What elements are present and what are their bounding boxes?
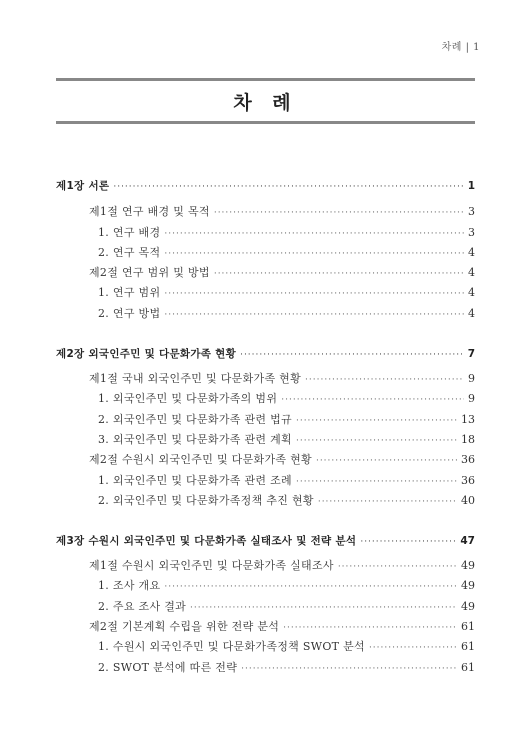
toc-label: 2. 외국인주민 및 다문화가족 관련 법규	[98, 413, 292, 426]
toc-label: 1. 연구 배경	[98, 226, 161, 239]
toc-label: 2. 외국인주민 및 다문화가족정책 추진 현황	[98, 494, 314, 507]
toc-item[interactable]	[98, 577, 475, 593]
leader-dots	[318, 497, 457, 507]
toc-item[interactable]	[98, 659, 475, 675]
toc-item[interactable]	[98, 598, 475, 614]
leader-dots	[164, 229, 464, 239]
leader-dots	[369, 643, 457, 653]
toc-item[interactable]	[98, 472, 475, 488]
toc-label: 제2절 수원시 외국인주민 및 다문화가족 현황	[89, 453, 312, 466]
leader-dots	[283, 623, 457, 633]
leader-dots	[214, 208, 464, 218]
page-title: 차 례	[233, 92, 298, 114]
leader-dots	[164, 289, 464, 299]
toc-label: 2. 주요 조사 결과	[98, 600, 187, 613]
leader-dots	[190, 603, 457, 613]
toc-section[interactable]	[89, 203, 475, 219]
toc-item[interactable]	[98, 431, 475, 447]
leader-dots	[164, 582, 457, 592]
toc-page-number: 9	[468, 372, 475, 385]
toc-page-number: 61	[461, 620, 475, 633]
toc-chapter-2[interactable]	[56, 346, 475, 361]
leader-dots	[240, 350, 464, 360]
leader-dots	[316, 456, 457, 466]
leader-dots	[296, 436, 457, 446]
toc-page-number: 4	[468, 286, 475, 299]
toc-page-number: 61	[461, 640, 475, 653]
toc-section[interactable]	[89, 370, 475, 386]
toc-item[interactable]	[98, 492, 475, 508]
leader-dots	[113, 182, 463, 192]
toc-item[interactable]	[98, 244, 475, 260]
toc-page-number: 40	[461, 494, 475, 507]
toc-page-number: 4	[468, 307, 475, 320]
toc-page-number: 36	[461, 453, 475, 466]
leader-dots	[305, 375, 464, 385]
leader-dots	[360, 537, 456, 547]
toc-label: 제2절 연구 범위 및 방법	[89, 266, 210, 279]
toc-section[interactable]	[89, 618, 475, 634]
leader-dots	[164, 249, 464, 259]
toc-page-number: 13	[461, 413, 475, 426]
title-bottom-rule	[56, 121, 475, 124]
toc-page-number: 61	[461, 661, 475, 674]
leader-dots	[296, 477, 457, 487]
leader-dots	[281, 395, 464, 405]
leader-dots	[241, 664, 457, 674]
toc-page-number: 3	[468, 205, 475, 218]
running-head: 차례 | 1	[441, 42, 480, 53]
toc-page-number: 18	[461, 433, 475, 446]
toc-page-number: 9	[468, 392, 475, 405]
toc-section[interactable]	[89, 264, 475, 280]
toc-page-number: 47	[460, 535, 475, 547]
toc-label: 2. 연구 방법	[98, 307, 161, 320]
toc-page-number: 7	[467, 348, 475, 360]
toc-label: 제1절 수원시 외국인주민 및 다문화가족 실태조사	[89, 559, 334, 572]
toc-page-number: 1	[467, 180, 475, 192]
toc-page-number: 49	[461, 579, 475, 592]
toc-page-number: 36	[461, 474, 475, 487]
toc-label: 제2절 기본계획 수립을 위한 전략 분석	[89, 620, 280, 633]
toc-label: 제1장 서론	[56, 180, 110, 192]
toc-chapter-3[interactable]	[56, 533, 475, 548]
toc-item[interactable]	[98, 305, 475, 321]
toc-item[interactable]	[98, 390, 475, 406]
toc-label: 3. 외국인주민 및 다문화가족 관련 계획	[98, 433, 292, 446]
title-top-rule	[56, 78, 475, 81]
toc-page-number: 4	[468, 266, 475, 279]
leader-dots	[164, 310, 464, 320]
toc-label: 제1절 국내 외국인주민 및 다문화가족 현황	[89, 372, 302, 385]
toc-page-number: 49	[461, 600, 475, 613]
toc-label: 2. SWOT 분석에 따른 전략	[98, 661, 238, 674]
toc-item[interactable]	[98, 224, 475, 240]
toc-label: 1. 조사 개요	[98, 579, 161, 592]
toc-label: 2. 연구 목적	[98, 246, 161, 259]
toc-item[interactable]	[98, 411, 475, 427]
toc-page-number: 3	[468, 226, 475, 239]
toc-item[interactable]	[98, 638, 475, 654]
toc-section[interactable]	[89, 557, 475, 573]
leader-dots	[296, 416, 457, 426]
toc-page-number: 4	[468, 246, 475, 259]
leader-dots	[214, 269, 464, 279]
toc-label: 1. 연구 범위	[98, 286, 161, 299]
toc-section[interactable]	[89, 451, 475, 467]
toc-page-number: 49	[461, 559, 475, 572]
toc-label: 1. 외국인주민 및 다문화가족의 범위	[98, 392, 278, 405]
toc-label: 제2장 외국인주민 및 다문화가족 현황	[56, 348, 237, 360]
toc-chapter-1[interactable]	[56, 178, 475, 193]
toc-label: 1. 수원시 외국인주민 및 다문화가족정책 SWOT 분석	[98, 640, 365, 653]
leader-dots	[338, 562, 457, 572]
toc-label: 제3장 수원시 외국인주민 및 다문화가족 실태조사 및 전략 분석	[56, 535, 357, 547]
toc-label: 제1절 연구 배경 및 목적	[89, 205, 210, 218]
toc-label: 1. 외국인주민 및 다문화가족 관련 조례	[98, 474, 292, 487]
toc-item[interactable]	[98, 284, 475, 300]
